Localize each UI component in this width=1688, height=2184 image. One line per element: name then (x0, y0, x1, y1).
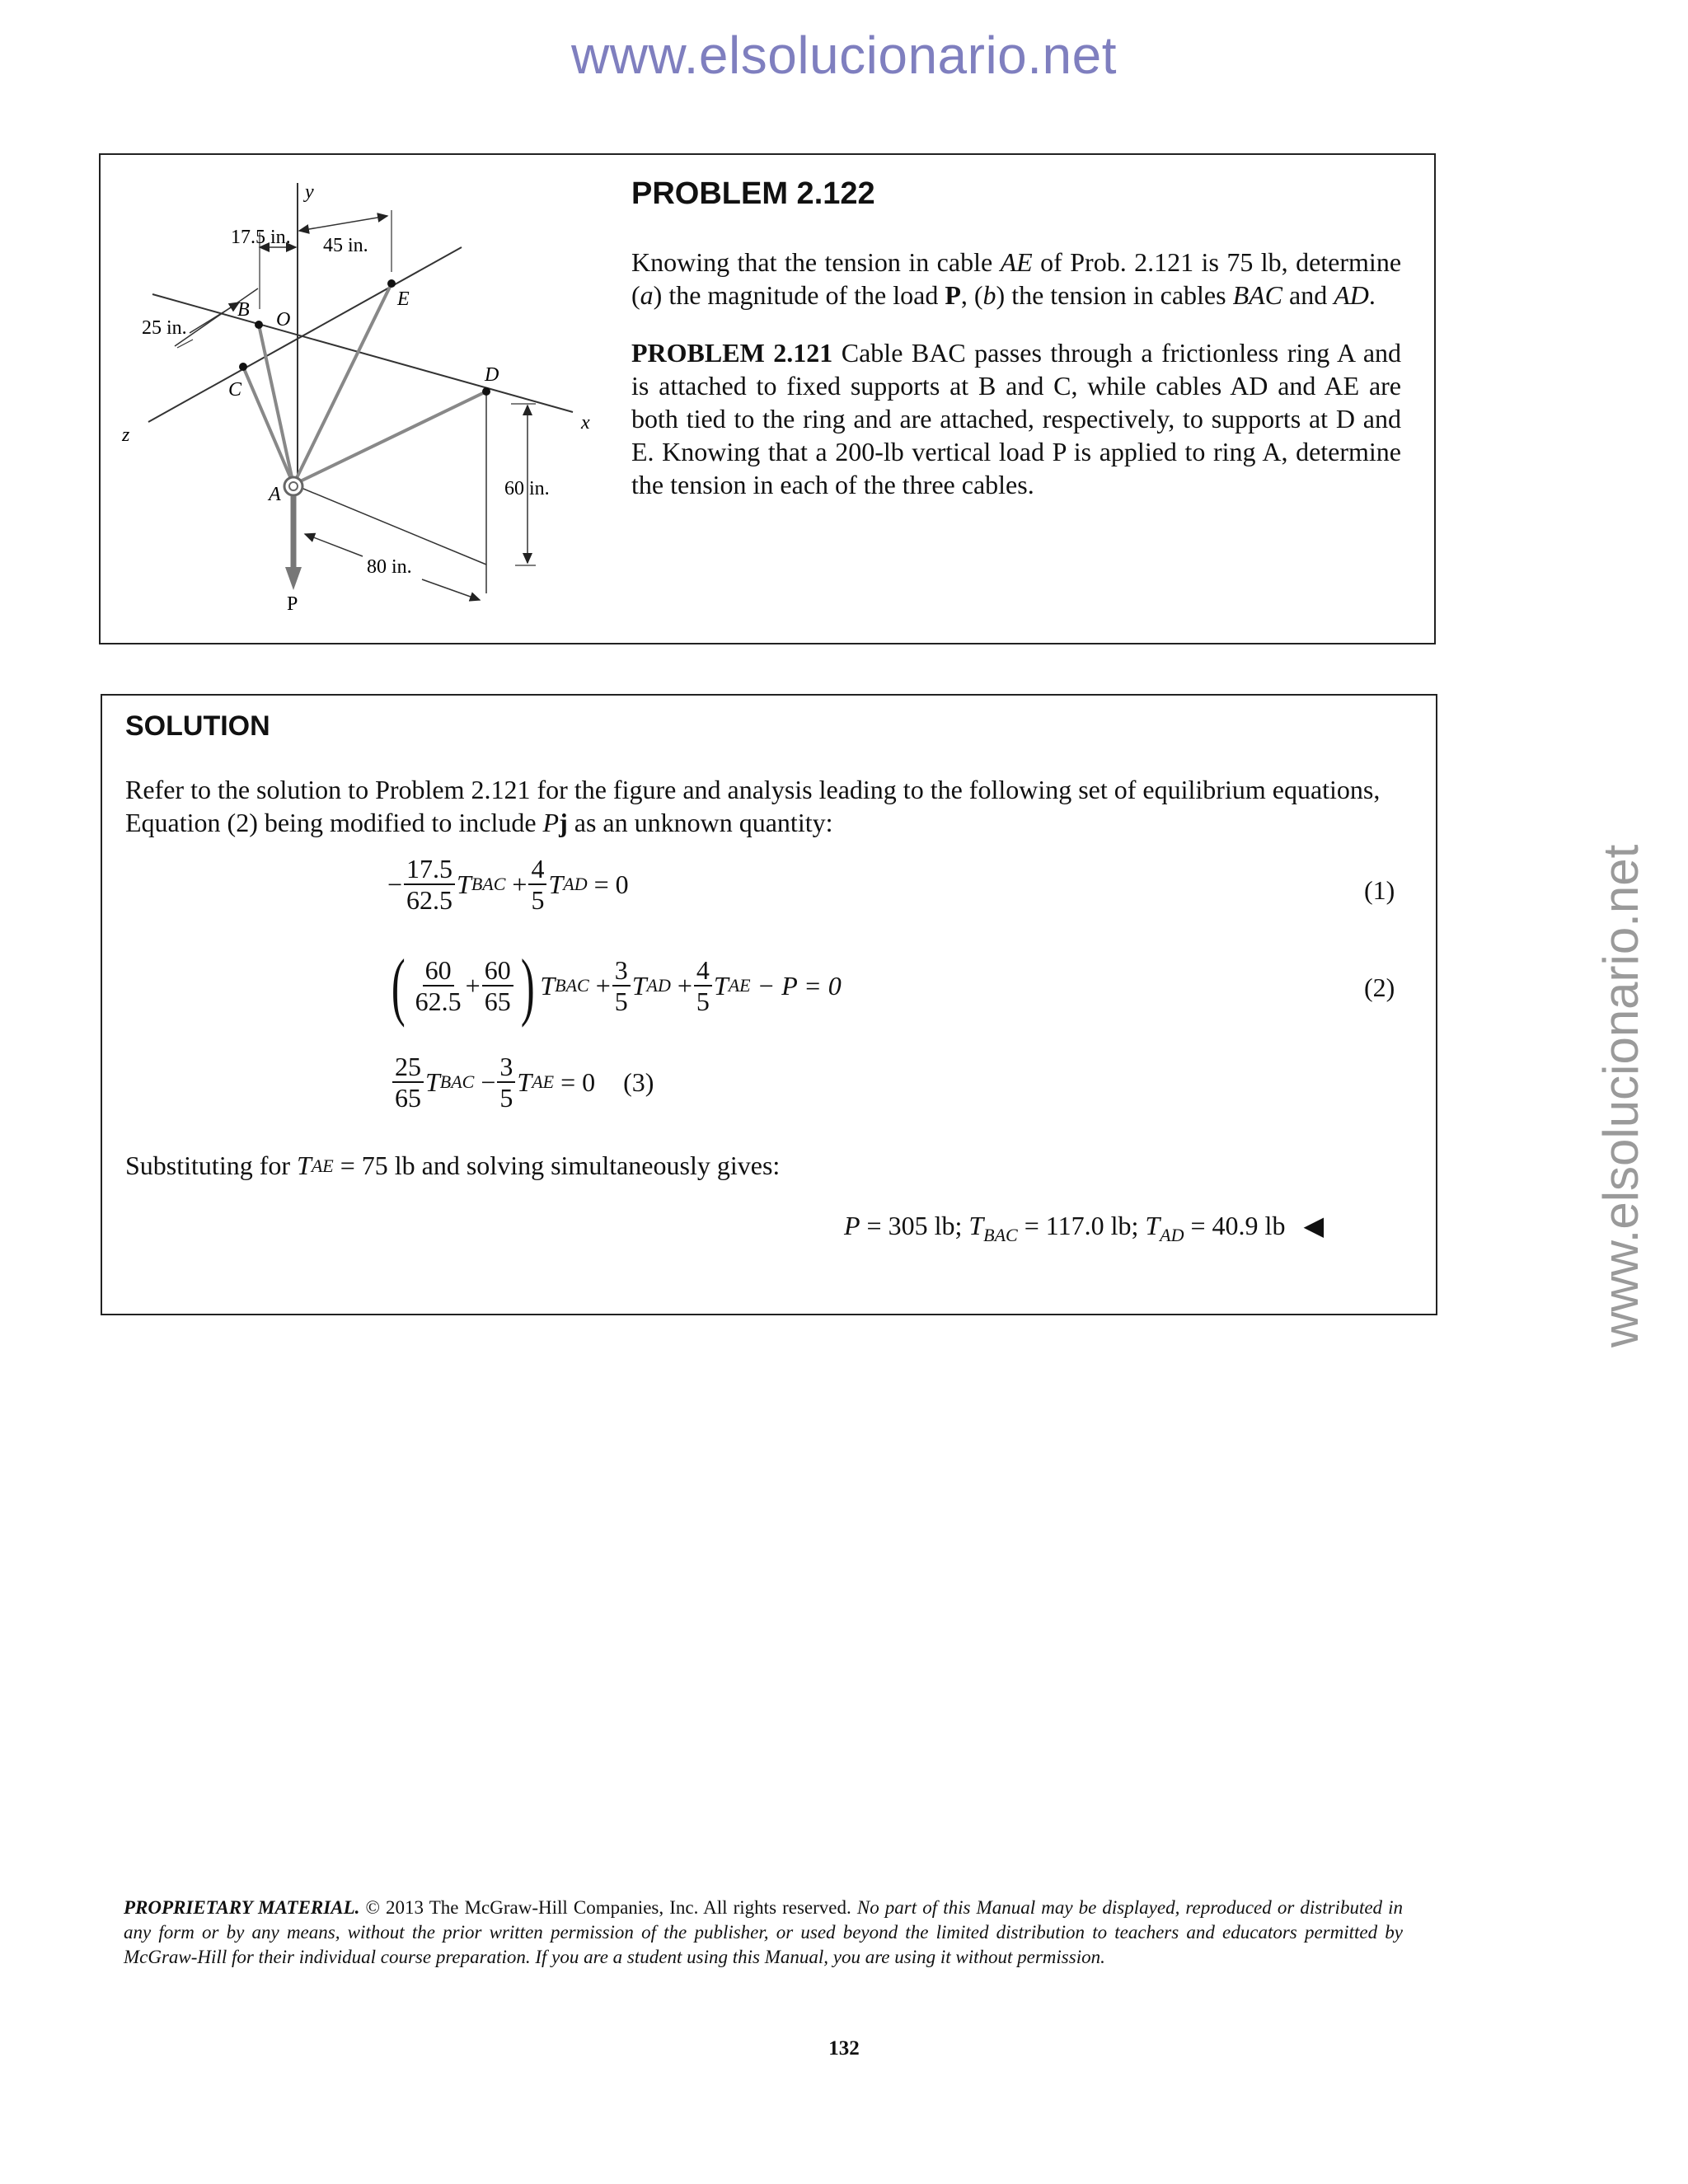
site-watermark-side: www.elsolucionario.net (1593, 844, 1648, 1347)
label-a: A (269, 484, 281, 505)
solution-intro: Refer to the solution to Problem 2.121 for the figure and analysis leading to the following set of equilibrium equations, Equation (2) being modified to include Pj as an unknown quantity: (125, 775, 1381, 837)
cable-ab (259, 325, 293, 485)
equation-2-label: (2) (1364, 972, 1395, 1002)
label-c: C (228, 379, 242, 401)
label-dim-45: 45 in. (323, 235, 368, 256)
load-p-arrowhead (285, 567, 302, 590)
label-dim-80: 80 in. (367, 556, 412, 578)
answer-marker-icon: ◀ (1303, 1211, 1325, 1240)
problem-question: Knowing that the tension in cable AE of Prob. 2.121 is 75 lb, determine (a) the magnitude of the load P, (b) the tension in cables BAC and AD. (631, 247, 1402, 310)
equation-2: ( $\frac{60}{62.5}$ + $\frac{60}{65}$ ) T BAC + $\frac{3}{5}$ T AD + $\frac{4}{5}$ T AE − P = 0 (391, 944, 842, 1028)
page-number: 132 (828, 2037, 860, 2060)
dim-80-line-b (422, 579, 480, 600)
label-p: P (287, 593, 298, 615)
paren-open: ( (391, 944, 406, 1028)
label-dim-60: 60 in. (504, 478, 550, 499)
ring-a-outer (284, 477, 302, 495)
cable-ad (293, 391, 486, 485)
label-dim-175: 17.5 in. (231, 227, 291, 248)
dim-45-line (299, 216, 387, 231)
label-dim-25: 25 in. (142, 317, 187, 339)
final-result: P = 305 lb; $T_{BAC} = 117.0$ lb; $T_{AD} = 40.9$ lb ◀ (844, 1211, 1325, 1245)
equation-1: − $\frac{17.5}{62.5}$ T BAC + $\frac{4}{5}$ T AD = 0 (387, 854, 629, 915)
label-b: B (237, 299, 250, 321)
point-b (255, 321, 263, 329)
label-axis-z: z (122, 424, 130, 446)
equation-3: $\frac{25}{65}$ T BAC − $\frac{3}{5}$ T AE = 0 (3) (391, 1052, 654, 1113)
label-o: O (276, 309, 291, 330)
paren-close: ) (520, 944, 535, 1028)
label-d: D (485, 364, 499, 386)
point-d (482, 387, 490, 396)
equation-1-label: (1) (1364, 875, 1395, 905)
problem-figure (107, 165, 618, 626)
problem-title: PROBLEM 2.122 (631, 176, 875, 211)
label-axis-x: x (581, 412, 590, 434)
dim-80-line-a (305, 534, 363, 556)
axis-z-line (148, 247, 462, 422)
solution-title: SOLUTION (125, 710, 270, 742)
point-c (239, 363, 247, 371)
label-axis-y: y (305, 181, 314, 203)
substitution-line: Substituting for T AE = 75 lb and solving simultaneously gives: (125, 1151, 781, 1180)
problem-text (631, 246, 1401, 526)
a-to-bottom-line (293, 485, 486, 565)
problem-reference: PROBLEM 2.121 Cable BAC passes through a frictionless ring A and is attached to fixed supports at B and C, while cables AD and AE are both tied to the ring and are attached, respectively, to supports at D and E. Knowing that a 200-lb vertical load P is applied to ring A, determine the tension in each of the three cables. (631, 338, 1402, 499)
axis-x-line (152, 294, 573, 412)
footer-copyright: PROPRIETARY MATERIAL. © 2013 The McGraw-Hill Companies, Inc. All rights reserved. No part of this Manual may be displayed, reproduced or distributed in any form or by any means, without the prior written permission of the publisher, or used beyond the limited distribution to teachers and educators permitted by McGraw-Hill for their individual course preparation. If you are a student using this Manual, you are using it without permission. (124, 1897, 1404, 1967)
label-e: E (397, 288, 410, 310)
site-watermark-header: www.elsolucionario.net (571, 26, 1117, 85)
cable-ac (243, 367, 293, 485)
point-e (387, 279, 396, 288)
dim-25-line (177, 340, 193, 348)
